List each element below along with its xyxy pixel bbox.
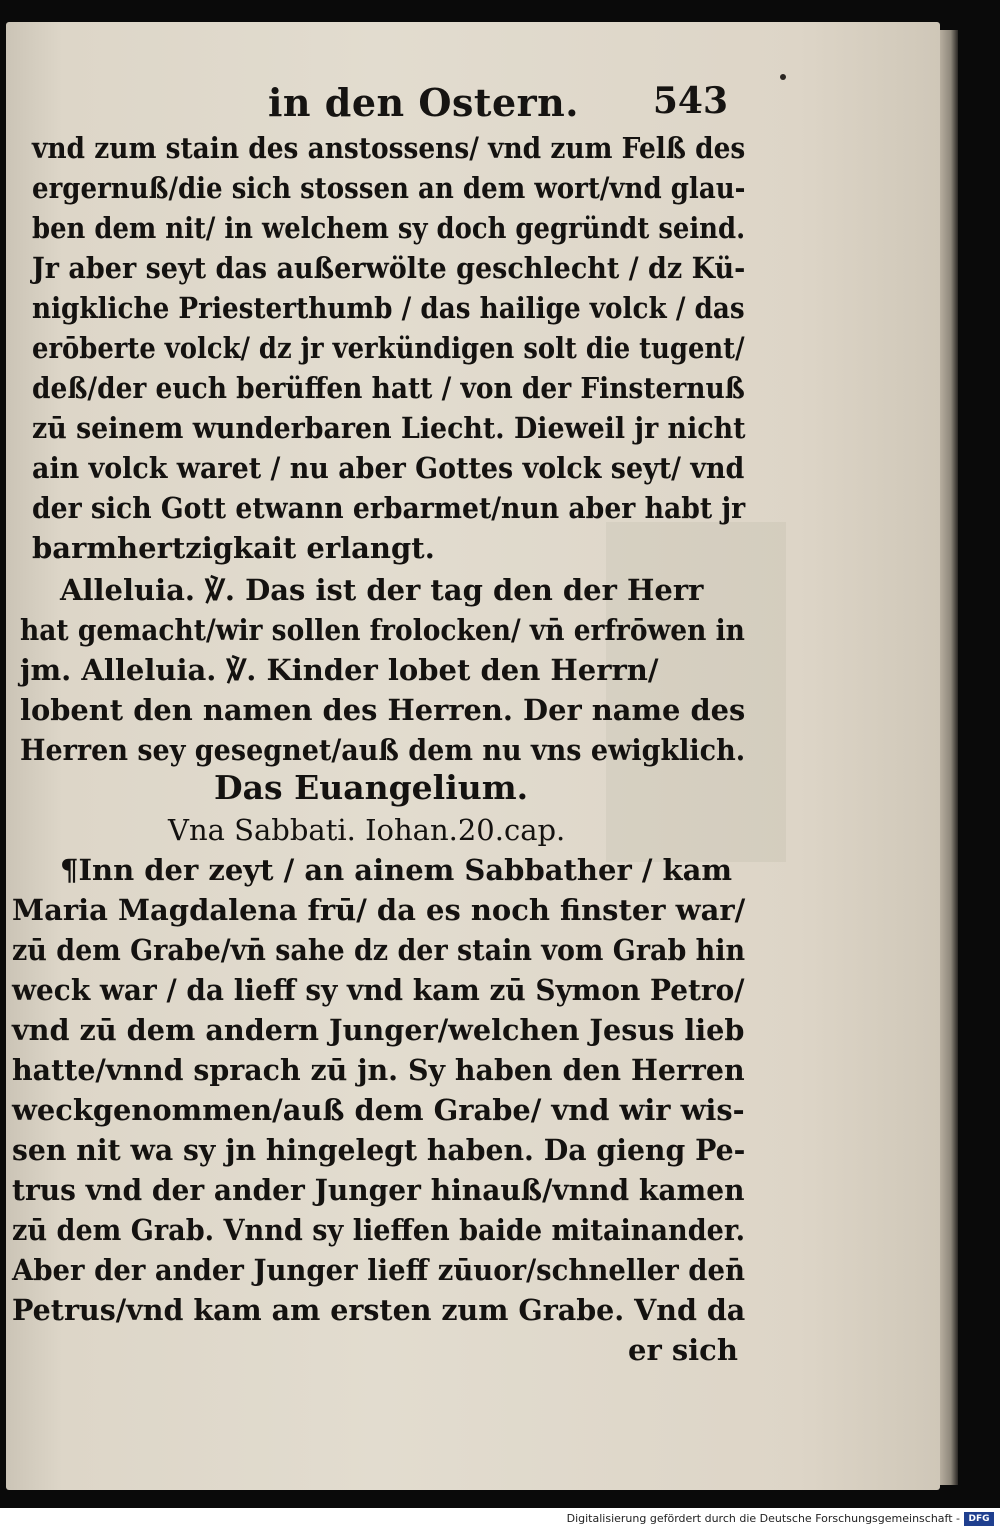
text-line: Jr aber seyt das außerwölte geschlecht / dz Kü- [32, 251, 746, 285]
text-line: Aber der ander Junger lieff zūuor/schneller den̄ [12, 1253, 745, 1287]
page-header [268, 80, 728, 130]
section-subheading: Vna Sabbati. Iohan.20.cap. [168, 813, 566, 847]
text-line: Maria Magdalena frū/ da es noch finster war/ [12, 893, 746, 927]
text-line: vnd zum stain des anstossens/ vnd zum Felß des [32, 131, 746, 165]
text-line: zū dem Grabe/vn̄ sahe dz der stain vom Grab hin [12, 933, 746, 967]
text-line: der sich Gott etwann erbarmet/nun aber habt jr [32, 491, 746, 525]
text-line: hat gemacht/wir sollen frolocken/ vn̄ erfrōwen in [20, 613, 745, 647]
dfg-logo: DFG [964, 1512, 994, 1526]
book-edge [940, 30, 958, 1485]
running-title: in den Ostern. [268, 80, 579, 125]
text-line: hatte/vnnd sprach zū jn. Sy haben den Herren [12, 1053, 745, 1087]
text-line: weckgenommen/auß dem Grabe/ vnd wir wis- [12, 1093, 745, 1127]
catchword: er sich [628, 1333, 738, 1367]
section-heading: Das Euangelium. [214, 768, 529, 807]
text-line: Petrus/vnd kam am ersten zum Grabe. Vnd da [12, 1293, 746, 1327]
text-line: sen nit wa sy jn hingelegt haben. Da gieng Pe- [12, 1133, 746, 1167]
page-number: 543 [652, 80, 728, 122]
text-line: nigkliche Priesterthumb / das hailige volck / das [32, 291, 745, 325]
ink-speck [780, 74, 786, 80]
text-line: deß/der euch berüffen hatt / von der Finsternuß [32, 371, 745, 405]
text-line: ¶Inn der zeyt / an ainem Sabbather / kam [60, 853, 733, 887]
text-line: lobent den namen des Herren. Der name des [20, 693, 746, 727]
text-line: jm. Alleluia. ℣. Kinder lobet den Herrn/ [20, 653, 659, 687]
footer-bar [0, 1508, 1000, 1530]
text-line: zū dem Grab. Vnnd sy lieffen baide mitainander. [12, 1213, 746, 1247]
text-line: barmhertzigkait erlangt. [32, 531, 435, 565]
funding-credit: Digitalisierung gefördert durch die Deutsche Forschungsgemeinschaft - [566, 1512, 960, 1525]
text-line: erōberte volck/ dz jr verkündigen solt die tugent/ [32, 331, 745, 365]
text-line: zū seinem wunderbaren Liecht. Dieweil jr nicht [32, 411, 746, 445]
text-line: ergernuß/die sich stossen an dem wort/vnd glau- [32, 171, 746, 205]
text-line: weck war / da lieff sy vnd kam zū Symon Petro/ [12, 973, 745, 1007]
text-line: trus vnd der ander Junger hinauß/vnnd kamen [12, 1173, 745, 1207]
text-line: ben dem nit/ in welchem sy doch gegründt seind. [32, 211, 746, 245]
text-line: ain volck waret / nu aber Gottes volck seyt/ vnd [32, 451, 745, 485]
text-line: Alleluia. ℣. Das ist der tag den der Herr [60, 573, 704, 607]
text-line: Herren sey gesegnet/auß dem nu vns ewigklich. [20, 733, 746, 767]
text-line: vnd zū dem andern Junger/welchen Jesus lieb [12, 1013, 745, 1047]
